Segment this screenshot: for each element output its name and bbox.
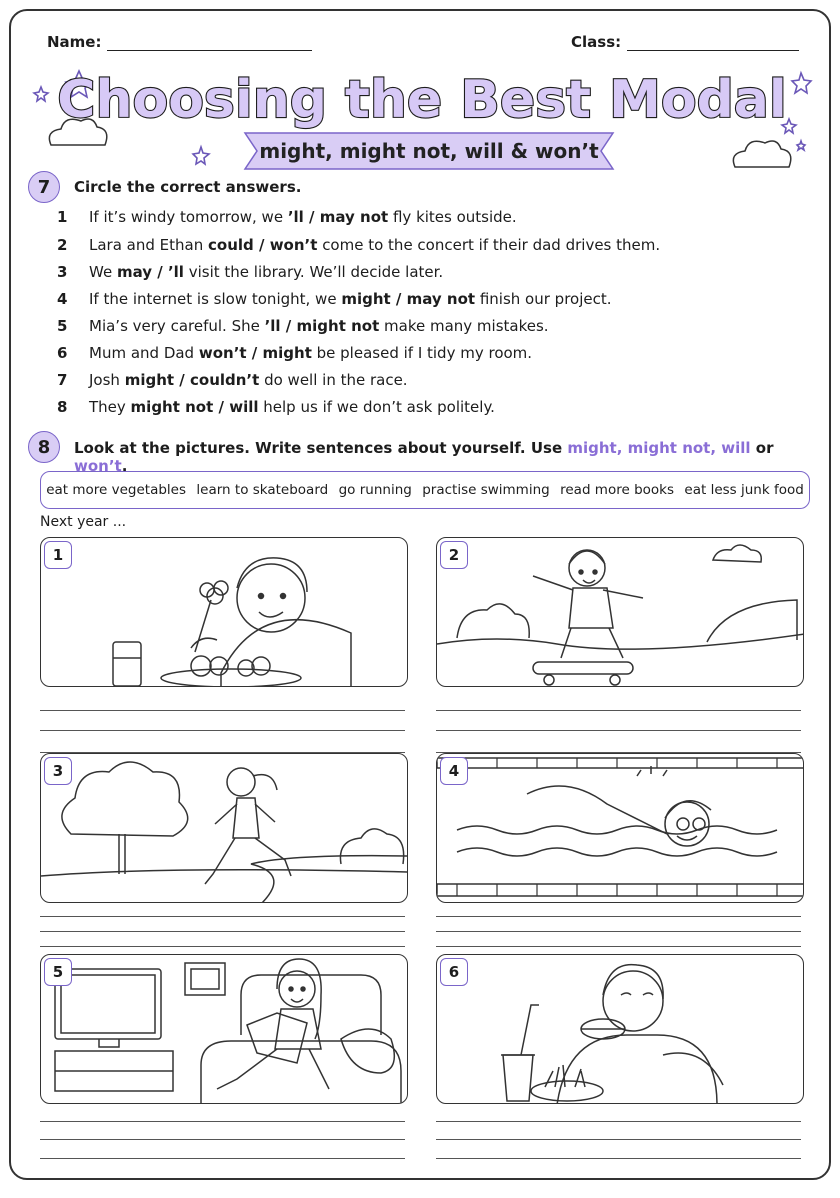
writing-line[interactable] <box>436 1139 801 1140</box>
option-separator: / <box>390 290 407 308</box>
girl-reading-illustration <box>41 955 408 1104</box>
question-number: 5 <box>57 317 68 335</box>
panel-number: 3 <box>44 757 72 785</box>
option-separator: / <box>246 344 263 362</box>
panel-number: 6 <box>440 958 468 986</box>
answer-option[interactable]: might <box>341 290 391 308</box>
answer-option[interactable]: may not <box>319 208 389 226</box>
worksheet-title: Choosing the Best Modal <box>57 70 787 130</box>
question-text-before: They <box>89 398 131 416</box>
question-text-after: make many mistakes. <box>379 317 549 335</box>
picture-panel-6 <box>436 954 804 1104</box>
question-row <box>57 236 660 254</box>
period: . <box>121 457 128 475</box>
picture-panel-3 <box>40 753 408 903</box>
panel-number: 5 <box>44 958 72 986</box>
answer-option[interactable]: ’ll <box>167 263 184 281</box>
writing-line[interactable] <box>40 1158 405 1159</box>
writing-line[interactable] <box>40 946 405 947</box>
question-number: 6 <box>57 344 68 362</box>
word-bank-item: practise swimming <box>422 482 550 498</box>
question-row <box>57 371 408 389</box>
word-bank-item: go running <box>338 482 412 498</box>
answer-option[interactable]: ’ll <box>287 208 304 226</box>
picture-panel-2 <box>436 537 804 687</box>
writing-line[interactable] <box>436 1121 801 1122</box>
question-text-before: Mum and Dad <box>89 344 199 362</box>
boy-eating-burger-illustration <box>437 955 804 1104</box>
boy-eating-vegetables-illustration <box>41 538 408 687</box>
answer-option[interactable]: could <box>208 236 254 254</box>
answer-option[interactable]: won’t <box>198 344 247 362</box>
option-separator: / <box>213 398 230 416</box>
question-number: 3 <box>57 263 68 281</box>
writing-line[interactable] <box>40 752 405 753</box>
writing-line[interactable] <box>436 946 801 947</box>
panel-number: 1 <box>44 541 72 569</box>
writing-line[interactable] <box>436 1158 801 1159</box>
boy-skateboarding-illustration <box>437 538 804 687</box>
section-8-instruction <box>74 439 829 475</box>
question-row <box>57 317 549 335</box>
name-label: Name: <box>47 33 102 51</box>
writing-line[interactable] <box>436 730 801 731</box>
subtitle: might, might not, will & won’t <box>259 139 599 163</box>
option-separator: / <box>152 263 168 281</box>
picture-panel-5 <box>40 954 408 1104</box>
word-bank-item: learn to skateboard <box>196 482 329 498</box>
question-text-after: finish our project. <box>475 290 612 308</box>
question-row <box>57 344 532 362</box>
writing-line[interactable] <box>436 916 801 917</box>
modal-wont: won’t <box>74 457 122 475</box>
option-separator: / <box>174 371 190 389</box>
girl-running-illustration <box>41 754 408 903</box>
question-text-before: If the internet is slow tonight, we <box>89 290 342 308</box>
section-7-instruction: Circle the correct answers. <box>74 178 302 196</box>
answer-option[interactable]: ’ll <box>264 317 281 335</box>
question-number: 1 <box>57 208 68 226</box>
picture-panel-1 <box>40 537 408 687</box>
instruction-text: Look at the pictures. Write sentences about yourself. Use <box>74 439 568 457</box>
question-text-after: visit the library. We’ll decide later. <box>183 263 444 281</box>
writing-line[interactable] <box>40 916 405 917</box>
question-text-after: fly kites outside. <box>388 208 517 226</box>
question-text-after: be pleased if I tidy my room. <box>311 344 533 362</box>
picture-panel-4 <box>436 753 804 903</box>
writing-line[interactable] <box>40 931 405 932</box>
question-number: 4 <box>57 290 68 308</box>
question-text-after: do well in the race. <box>259 371 408 389</box>
question-row <box>57 208 517 226</box>
question-text-before: Lara and Ethan <box>89 236 208 254</box>
answer-option[interactable]: might not <box>296 317 380 335</box>
boy-swimming-illustration <box>437 754 804 903</box>
panel-number: 2 <box>440 541 468 569</box>
question-row <box>57 290 612 308</box>
writing-line[interactable] <box>40 1121 405 1122</box>
question-number: 8 <box>57 398 68 416</box>
answer-option[interactable]: might not <box>130 398 214 416</box>
answer-option[interactable]: won’t <box>269 236 318 254</box>
word-bank-item: eat more vegetables <box>46 482 187 498</box>
question-text-after: help us if we don’t ask politely. <box>258 398 495 416</box>
worksheet-page <box>9 9 831 1180</box>
question-text-before: If it’s windy tomorrow, we <box>89 208 288 226</box>
section-7-badge: 7 <box>28 171 60 203</box>
writing-line[interactable] <box>40 1139 405 1140</box>
question-number: 7 <box>57 371 68 389</box>
writing-line[interactable] <box>436 931 801 932</box>
answer-option[interactable]: may <box>116 263 153 281</box>
writing-line[interactable] <box>436 710 801 711</box>
word-bank <box>40 471 810 509</box>
question-row <box>57 398 495 416</box>
panel-number: 4 <box>440 757 468 785</box>
question-text-after: come to the concert if their dad drives them. <box>317 236 661 254</box>
option-separator: / <box>280 317 297 335</box>
word-bank-item: read more books <box>560 482 675 498</box>
option-separator: / <box>253 236 270 254</box>
answer-option[interactable]: might <box>262 344 312 362</box>
or-text: or <box>750 439 774 457</box>
section-8-badge: 8 <box>28 431 60 463</box>
modal-list: might, might not, will <box>567 439 751 457</box>
answer-option[interactable]: may not <box>406 290 476 308</box>
question-number: 2 <box>57 236 68 254</box>
question-text-before: We <box>89 263 117 281</box>
writing-line[interactable] <box>436 752 801 753</box>
question-text-before: Mia’s very careful. She <box>89 317 265 335</box>
class-label: Class: <box>571 33 622 51</box>
question-row <box>57 263 443 281</box>
answer-option[interactable]: might <box>124 371 175 389</box>
writing-line[interactable] <box>40 710 405 711</box>
question-text-before: Josh <box>89 371 125 389</box>
writing-line[interactable] <box>40 730 405 731</box>
option-separator: / <box>303 208 320 226</box>
word-bank-item: eat less junk food <box>684 482 804 498</box>
answer-option[interactable]: will <box>229 398 259 416</box>
next-year-prompt: Next year ... <box>40 514 127 530</box>
answer-option[interactable]: couldn’t <box>190 371 260 389</box>
